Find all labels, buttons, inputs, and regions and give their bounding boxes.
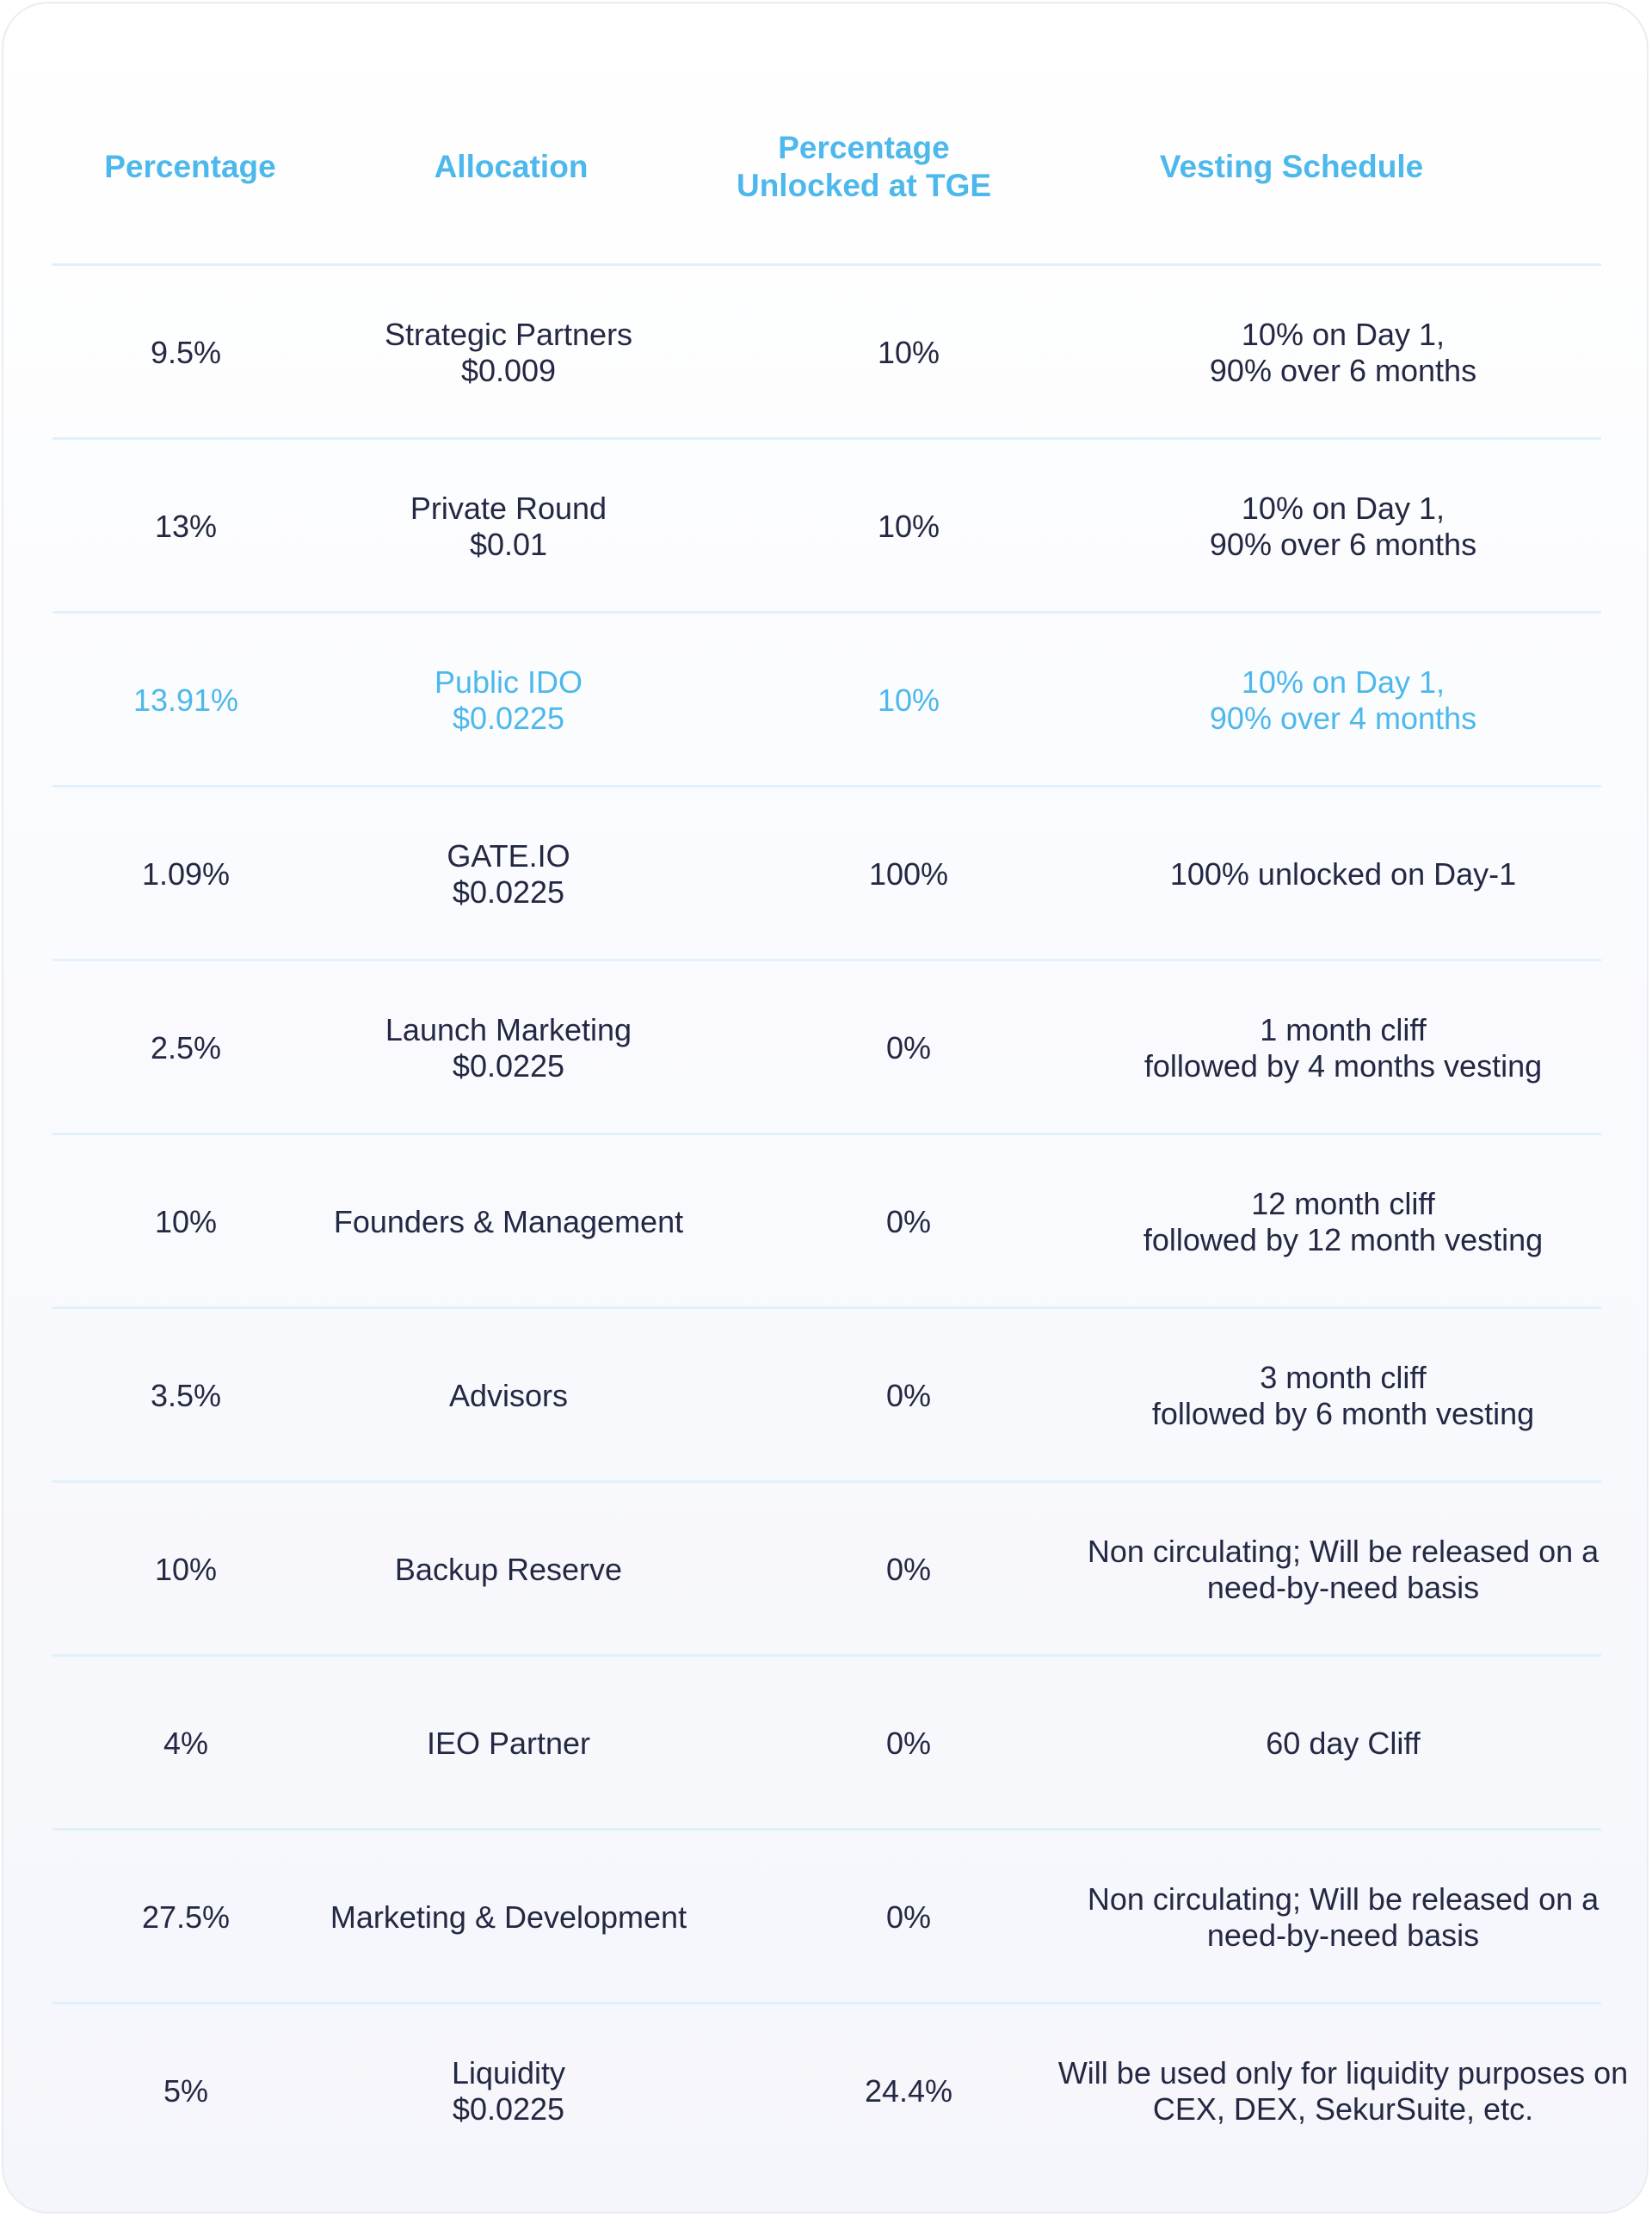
cell-percentage: 10% (154, 1204, 218, 1239)
cell-vesting-schedule: 10% on Day 1, 90% over 6 months (1209, 491, 1477, 562)
header-unlocked-at-tge: Percentage Unlocked at TGE (736, 130, 992, 203)
table-row (52, 1657, 1601, 1831)
cell-allocation: Strategic Partners $0.009 (384, 317, 633, 388)
cell-unlocked-at-tge: 10% (877, 335, 940, 370)
cell-vesting-schedule: 10% on Day 1, 90% over 4 months (1209, 664, 1477, 736)
cell-percentage: 10% (154, 1552, 218, 1587)
cell-allocation: Advisors (448, 1378, 569, 1413)
cell-percentage: 4% (163, 1726, 209, 1761)
table-row (52, 1483, 1601, 1657)
cell-percentage: 13.91% (133, 682, 239, 718)
cell-unlocked-at-tge: 24.4% (864, 2073, 953, 2109)
cell-unlocked-at-tge: 0% (885, 1204, 932, 1239)
cell-unlocked-at-tge: 10% (877, 509, 940, 544)
table-row (52, 266, 1601, 440)
cell-vesting-schedule: 3 month cliff followed by 6 month vesting (1151, 1360, 1535, 1431)
cell-allocation: Private Round $0.01 (410, 491, 607, 562)
cell-unlocked-at-tge: 0% (885, 1552, 932, 1587)
cell-percentage: 2.5% (150, 1030, 222, 1065)
table-row (52, 614, 1601, 787)
table-row (52, 440, 1601, 614)
cell-vesting-schedule: 1 month cliff followed by 4 months vesting (1143, 1012, 1543, 1084)
cell-allocation: IEO Partner (426, 1726, 591, 1761)
cell-vesting-schedule: 12 month cliff followed by 12 month vesting (1143, 1186, 1544, 1257)
cell-unlocked-at-tge: 10% (877, 682, 940, 718)
cell-vesting-schedule: Will be used only for liquidity purposes on CEX, DEX, SekurSuite, etc. (1057, 2055, 1629, 2127)
cell-unlocked-at-tge: 100% (868, 856, 949, 892)
table-row (52, 1135, 1601, 1309)
table-row (52, 2004, 1629, 2178)
cell-unlocked-at-tge: 0% (885, 1726, 932, 1761)
cell-unlocked-at-tge: 0% (885, 1030, 932, 1065)
cell-unlocked-at-tge: 0% (885, 1899, 932, 1935)
cell-vesting-schedule: 10% on Day 1, 90% over 6 months (1209, 317, 1477, 388)
header-percentage: Percentage (104, 149, 276, 184)
cell-vesting-schedule: Non circulating; Will be released on a need-by-need basis (1087, 1881, 1600, 1953)
cell-percentage: 1.09% (141, 856, 231, 892)
cell-allocation: Public IDO $0.0225 (434, 664, 583, 736)
cell-vesting-schedule: 60 day Cliff (1266, 1726, 1421, 1761)
cell-allocation: Marketing & Development (330, 1899, 687, 1935)
header-vesting-schedule: Vesting Schedule (1159, 149, 1424, 184)
allocation-table-card (2, 2, 1649, 2214)
cell-allocation: GATE.IO $0.0225 (447, 838, 570, 910)
cell-percentage: 9.5% (150, 335, 222, 370)
table-row (52, 787, 1601, 961)
header-allocation: Allocation (434, 149, 589, 184)
cell-vesting-schedule: 100% unlocked on Day-1 (1169, 856, 1517, 892)
cell-allocation: Liquidity $0.0225 (451, 2055, 566, 2127)
table-row (52, 1309, 1601, 1483)
table-row (52, 961, 1601, 1135)
cell-percentage: 27.5% (141, 1899, 231, 1935)
cell-allocation: Backup Reserve (394, 1552, 623, 1587)
cell-allocation: Founders & Management (333, 1204, 684, 1239)
cell-percentage: 13% (154, 509, 218, 544)
table-row (52, 1831, 1601, 2004)
cell-percentage: 5% (163, 2073, 209, 2109)
cell-unlocked-at-tge: 0% (885, 1378, 932, 1413)
cell-vesting-schedule: Non circulating; Will be released on a need-by-need basis (1087, 1534, 1600, 1605)
cell-allocation: Launch Marketing $0.0225 (385, 1012, 632, 1084)
cell-percentage: 3.5% (150, 1378, 222, 1413)
